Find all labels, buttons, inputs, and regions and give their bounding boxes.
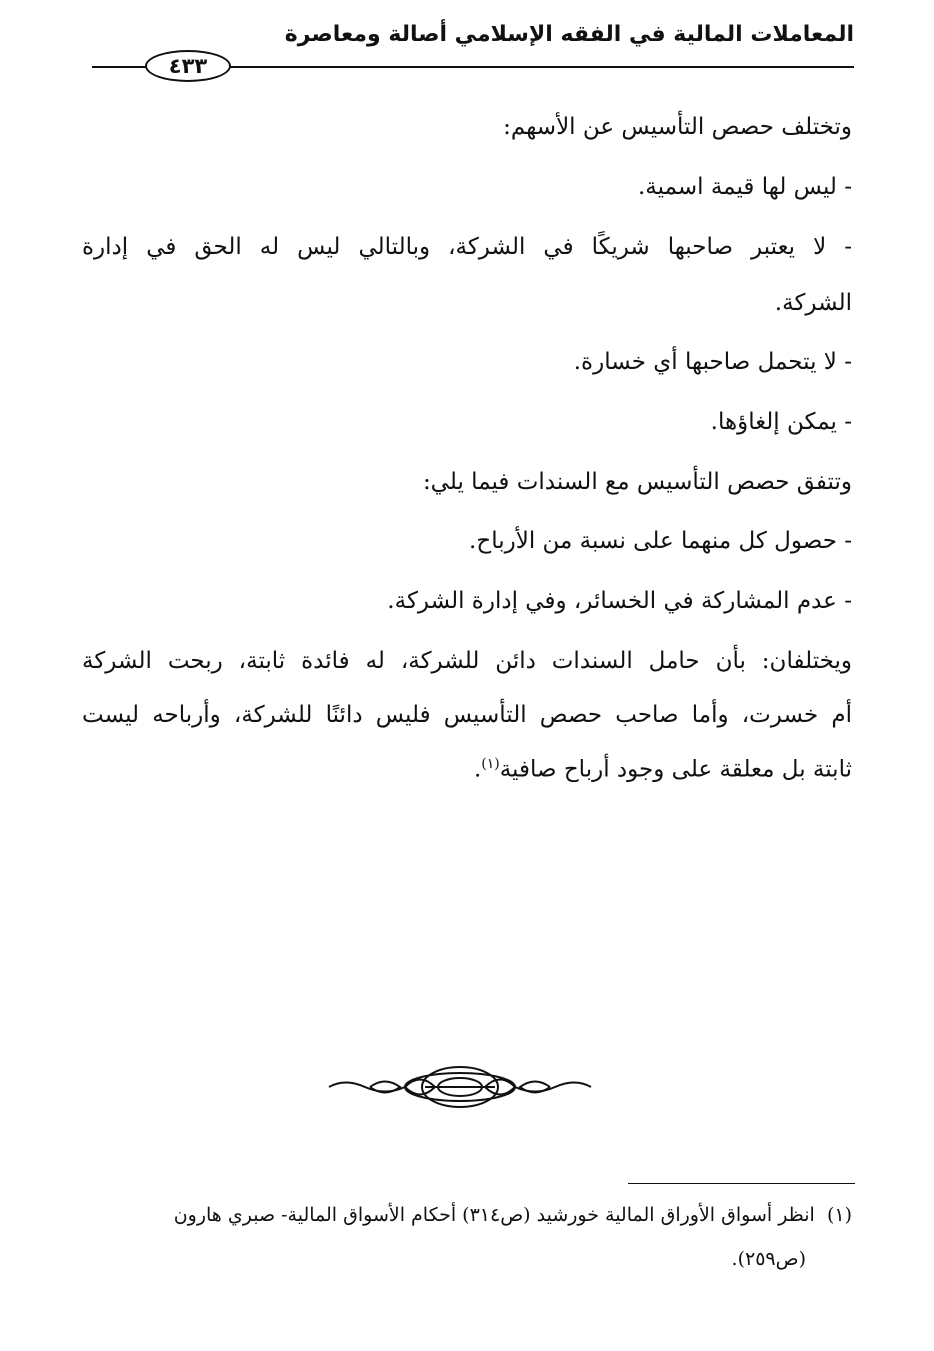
list-item-continuation: الشركة. (774, 290, 852, 316)
ornament-divider-icon (325, 1064, 595, 1110)
body-line: وتتفق حصص التأسيس مع السندات فيما يلي: (422, 469, 852, 495)
body-line: وتختلف حصص التأسيس عن الأسهم: (503, 114, 852, 140)
list-item: - حصول كل منهما على نسبة من الأرباح. (469, 528, 852, 554)
list-item: - يمكن إلغاؤها. (710, 409, 852, 435)
paragraph-period: . (473, 756, 482, 783)
running-title: المعاملات المالية في الفقه الإسلامي أصالة ومعاصرة (284, 22, 854, 47)
list-item: - لا يعتبر صاحبها شريكًا في الشركة، وبالتالي ليس له الحق في إدارة (82, 234, 852, 260)
list-item: - ليس لها قيمة اسمية. (637, 174, 852, 200)
footnote-text: انظر أسواق الأوراق المالية خورشيد (ص٣١٤) أحكام الأسواق المالية- صبري هارون (173, 1204, 815, 1226)
footnote-rule (628, 1183, 855, 1184)
footnote-marker: (١) (826, 1204, 852, 1226)
paragraph-line: ويختلفان: بأن حامل السندات دائن للشركة، له فائدة ثابتة، ربحت الشركة (82, 648, 852, 674)
footnote-line (72, 1204, 852, 1226)
paragraph-line: أم خسرت، وأما صاحب حصص التأسيس فليس دائنًا للشركة، وأرباحه ليست (82, 702, 852, 728)
list-item: - لا يتحمل صاحبها أي خسارة. (573, 349, 852, 375)
footnote-reference: (١) (481, 756, 500, 772)
page-number: ٤٣٣ (168, 54, 208, 78)
paragraph-line-last (82, 756, 852, 783)
footnote-line-continuation: (ص٢٥٩). (731, 1248, 806, 1270)
list-item: - عدم المشاركة في الخسائر، وفي إدارة الشركة. (387, 588, 852, 614)
paragraph-text: ثابتة بل معلقة على وجود أرباح صافية (499, 756, 852, 783)
page-number-badge (145, 50, 231, 82)
